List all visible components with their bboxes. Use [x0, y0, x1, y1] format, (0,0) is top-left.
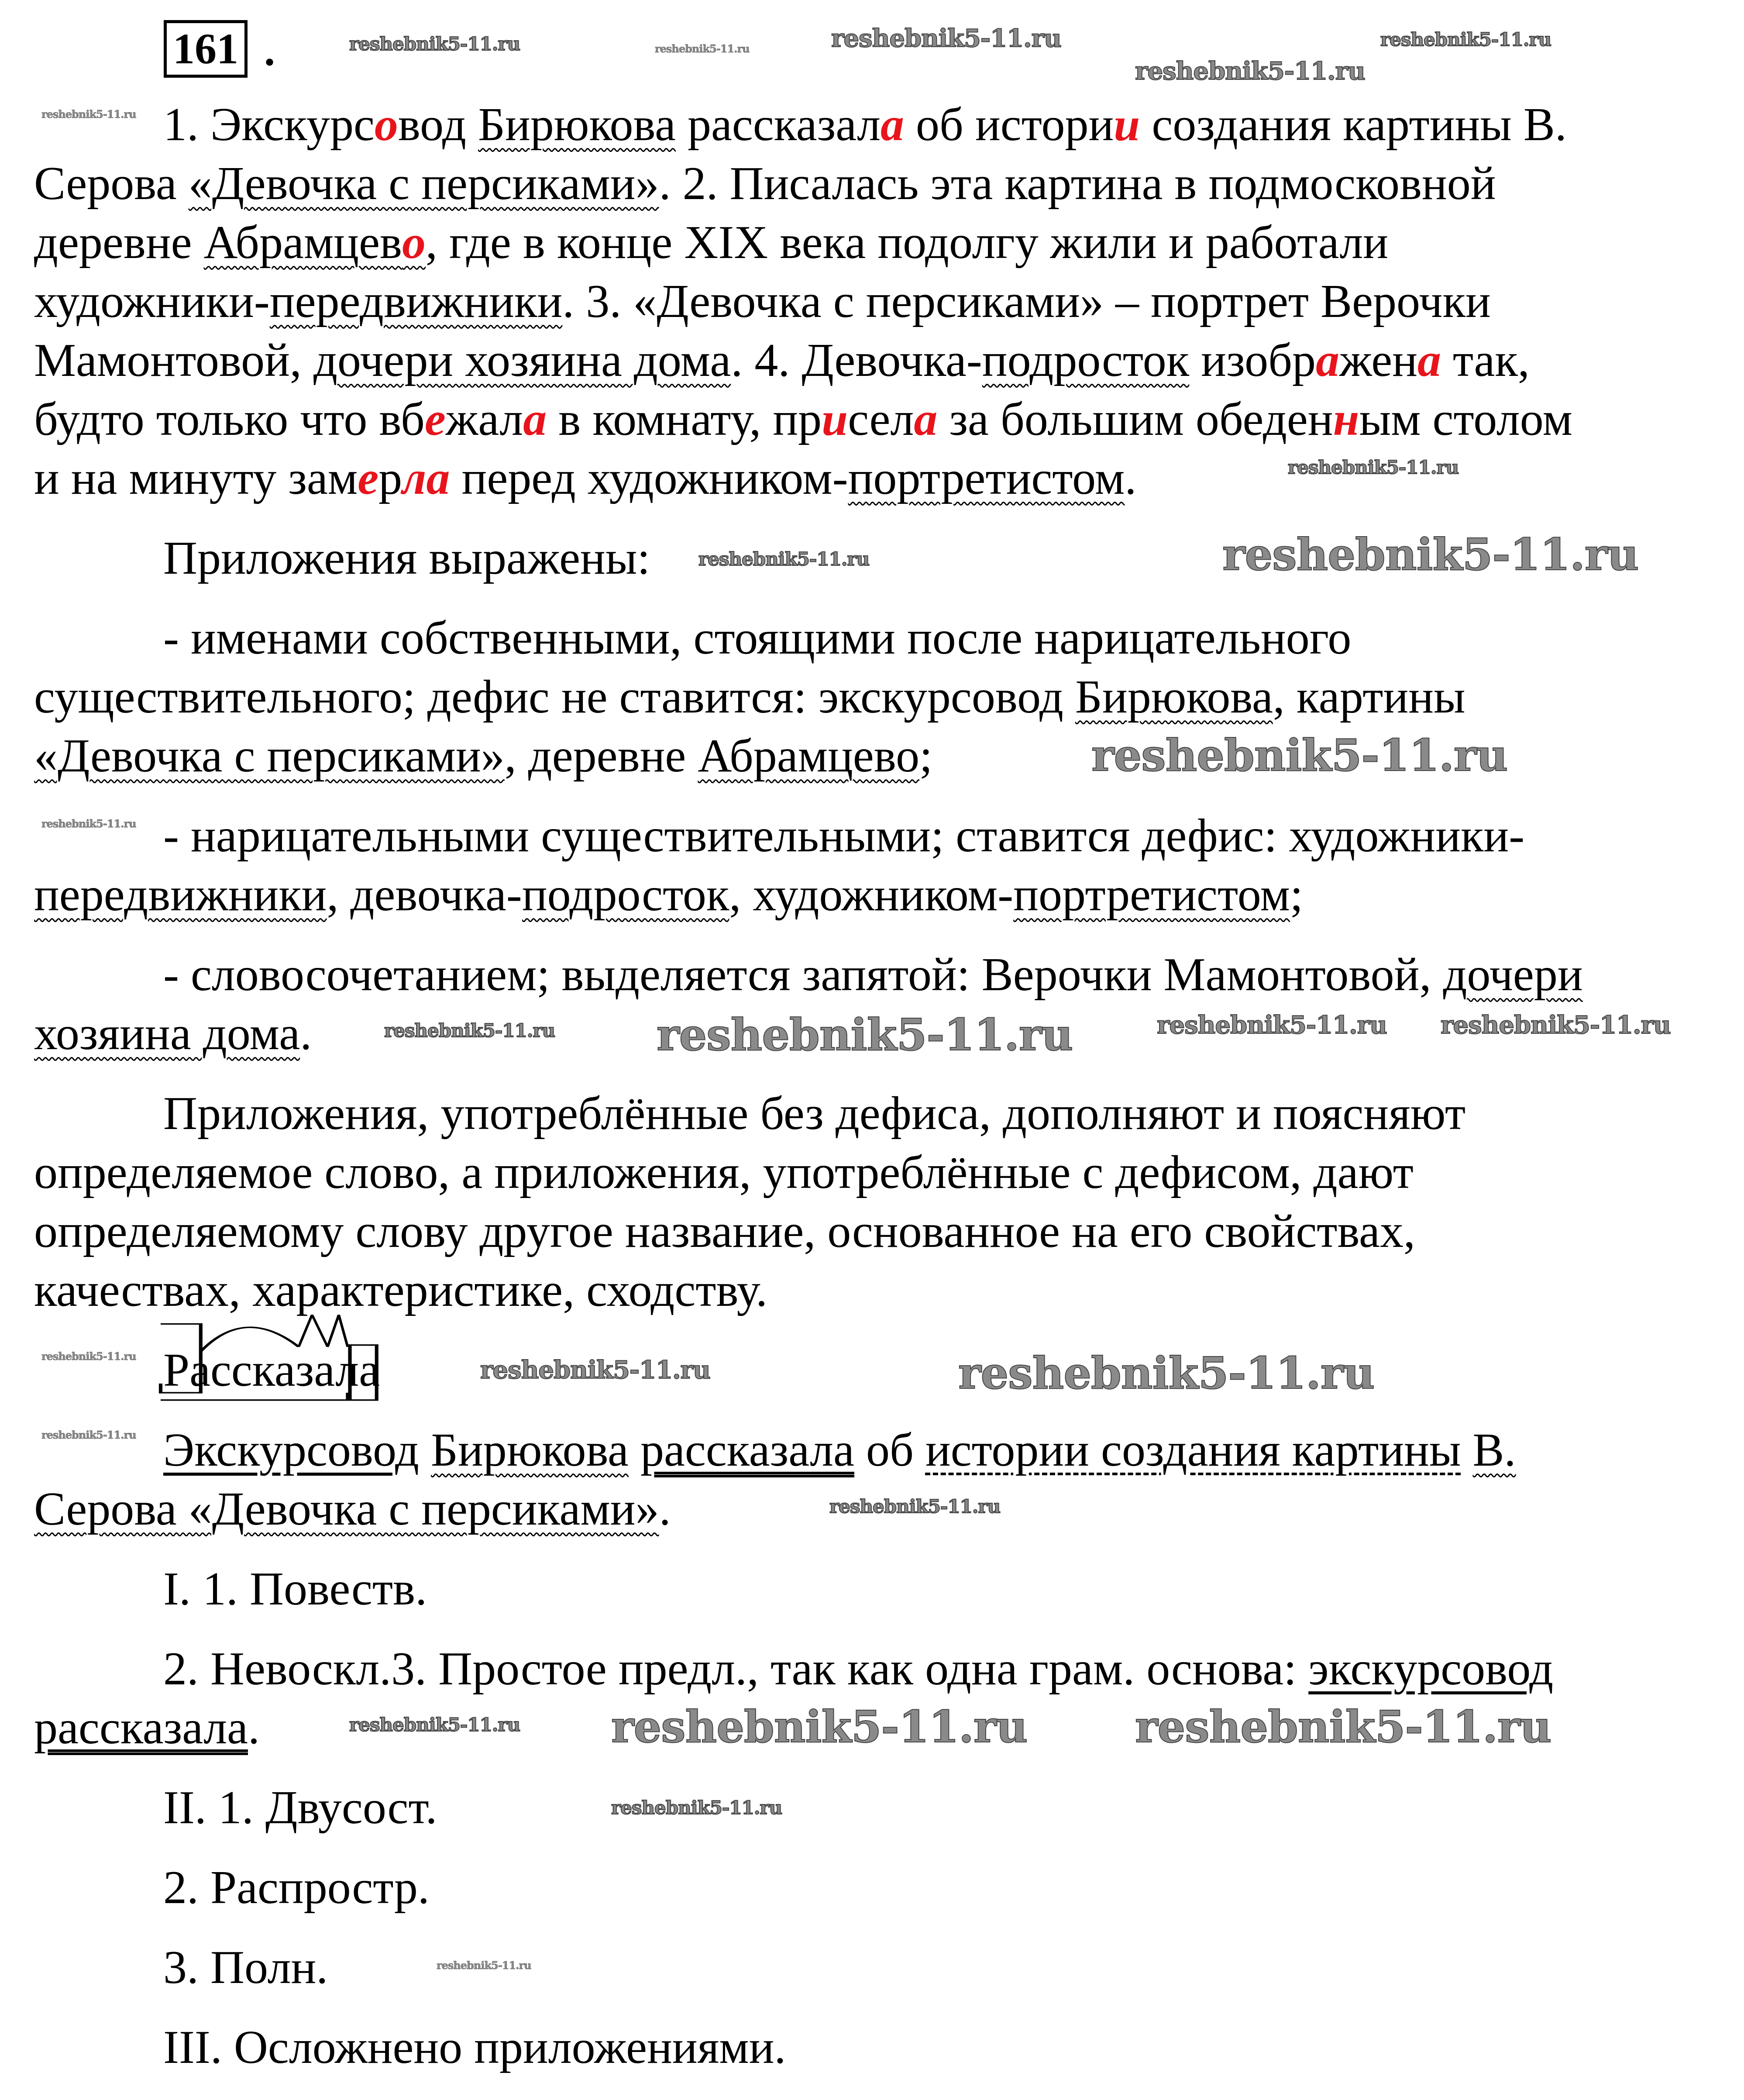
- paragraph: [34, 1778, 1737, 1837]
- text-segment: об: [854, 1424, 925, 1476]
- task-number: 161: [164, 20, 248, 78]
- wavy-underlined-text: передвижники: [34, 869, 327, 921]
- text-line: [34, 1084, 1737, 1143]
- text-segment: р: [378, 452, 402, 504]
- text-segment: определяемое слово, а приложения, употреблённые с дефисом, дают: [34, 1146, 1414, 1198]
- text-segment: существительного; дефис не ставится: экскурсовод: [34, 671, 1075, 723]
- text-segment: качествах, характеристике, сходству.: [34, 1264, 767, 1316]
- paragraph: [34, 95, 1737, 508]
- watermark: reshebnik5-11.ru: [1380, 29, 1551, 50]
- subject-underline-text: Экскурсовод: [163, 1424, 419, 1476]
- subject-underline-text: экскурсовод: [1308, 1643, 1554, 1695]
- text-line: [34, 272, 1737, 331]
- task-number-dot: .: [264, 26, 275, 75]
- text-segment: II. 1. Двусост.: [163, 1782, 437, 1834]
- text-segment: [419, 1424, 431, 1476]
- text-segment: .: [1125, 452, 1137, 504]
- paragraph: [34, 1084, 1737, 1320]
- paragraph: [34, 1858, 1737, 1917]
- watermark: reshebnik5-11.ru: [480, 1356, 710, 1384]
- wavy-underlined-text: подросток: [522, 869, 729, 921]
- text-segment: в комнату, пр: [547, 393, 822, 445]
- document-body: [34, 95, 1737, 2098]
- text-segment: III. Осложнено приложениями.: [163, 2021, 786, 2073]
- text-line: [34, 1560, 1737, 1618]
- text-segment: , где в конце XIX века подолгу жили и работали: [426, 217, 1389, 269]
- text-segment: , картины: [1273, 671, 1465, 723]
- paragraph: [34, 806, 1737, 924]
- text-segment: 2. Невоскл.3. Простое предл., так как одна грам. основа:: [163, 1643, 1309, 1695]
- watermark: reshebnik5-11.ru: [41, 1350, 136, 1363]
- wavy-underlined-text: дочери: [1443, 949, 1583, 1001]
- watermark: reshebnik5-11.ru: [1288, 457, 1459, 478]
- highlighted-letter: а: [914, 393, 938, 445]
- text-segment: сел: [848, 393, 914, 445]
- watermark: reshebnik5-11.ru: [349, 1714, 520, 1735]
- text-segment: и на минуту зам: [34, 452, 358, 504]
- highlighted-letter: а: [881, 99, 905, 151]
- wavy-underlined-text: Бирюкова: [478, 99, 676, 151]
- text-segment: .: [248, 1702, 260, 1754]
- text-line: [34, 668, 1737, 726]
- text-segment: жен: [1339, 334, 1417, 386]
- morpheme-marks-icon: [161, 1310, 383, 1402]
- paragraph: [34, 1560, 1737, 1618]
- text-segment: за большим обеден: [937, 393, 1333, 445]
- watermark: reshebnik5-11.ru: [41, 1429, 136, 1441]
- watermark: reshebnik5-11.ru: [349, 33, 520, 55]
- watermark: reshebnik5-11.ru: [831, 24, 1061, 53]
- text-segment: Приложения, употреблённые без дефиса, дополняют и поясняют: [163, 1088, 1466, 1140]
- watermark: reshebnik5-11.ru: [1157, 1011, 1387, 1040]
- text-line: [34, 331, 1737, 390]
- highlighted-letter: а: [523, 393, 547, 445]
- text-line: [34, 154, 1737, 213]
- highlighted-letter: е: [424, 393, 446, 445]
- text-segment: изобр: [1189, 334, 1316, 386]
- text-segment: I. 1. Повеств.: [163, 1563, 427, 1615]
- text-segment: ;: [1290, 869, 1304, 921]
- watermark: reshebnik5-11.ru: [611, 1797, 782, 1818]
- wavy-underlined-text: хозяина дома: [34, 1008, 300, 1060]
- highlighted-letter: е: [358, 452, 379, 504]
- text-segment: 1. Экскурс: [163, 99, 375, 151]
- highlighted-letter: и: [1114, 99, 1140, 151]
- highlighted-letter: а: [1316, 334, 1340, 386]
- highlighted-letter: и: [822, 393, 848, 445]
- text-line: [34, 865, 1737, 924]
- text-segment: перед художником-: [450, 452, 848, 504]
- text-segment: [629, 1424, 640, 1476]
- watermark: reshebnik5-11.ru: [611, 1701, 1028, 1752]
- text-line: [34, 806, 1737, 865]
- text-line: [34, 945, 1737, 1004]
- text-segment: , деревне: [504, 730, 698, 782]
- text-segment: ;: [919, 730, 933, 782]
- text-segment: .: [300, 1008, 312, 1060]
- text-line: [34, 1421, 1737, 1480]
- text-segment: 2. Распростр.: [163, 1862, 430, 1914]
- text-segment: .: [659, 1483, 671, 1535]
- text-line: [34, 449, 1737, 508]
- text-segment: создания картины В.: [1140, 99, 1567, 151]
- predicate-underline-text: рассказала: [640, 1424, 854, 1476]
- predicate-underline-text: рассказала: [34, 1702, 248, 1754]
- text-segment: , девочка-: [327, 869, 522, 921]
- paragraph: [34, 1421, 1737, 1539]
- text-segment: . 4. Девочка-: [731, 334, 982, 386]
- text-line: [34, 213, 1737, 272]
- wavy-underlined-text: о: [402, 217, 426, 269]
- watermark: reshebnik5-11.ru: [1091, 730, 1508, 781]
- text-line: [34, 2018, 1737, 2077]
- watermark: reshebnik5-11.ru: [958, 1347, 1375, 1399]
- wavy-underlined-text: передвижники: [269, 275, 563, 327]
- text-segment: - словосочетанием; выделяется запятой: Верочки Мамонтовой,: [163, 949, 1443, 1001]
- watermark: reshebnik5-11.ru: [698, 548, 870, 570]
- watermark: reshebnik5-11.ru: [1135, 1701, 1551, 1752]
- text-segment: [1461, 1424, 1473, 1476]
- text-segment: ым столом: [1359, 393, 1572, 445]
- text-segment: рассказал: [675, 99, 881, 151]
- highlighted-letter: о: [374, 99, 398, 151]
- wavy-underlined-text: Абрамцево: [698, 730, 920, 782]
- wavy-underlined-text: портретистом: [848, 452, 1125, 504]
- wavy-underlined-text: Абрамцев: [203, 217, 402, 269]
- paragraph: [34, 1341, 1737, 1400]
- wavy-underlined-text: Бирюкова: [1075, 671, 1273, 723]
- wavy-underlined-text: В.: [1472, 1424, 1516, 1476]
- watermark: reshebnik5-11.ru: [1222, 529, 1639, 580]
- wavy-underlined-text: портретистом: [1013, 869, 1290, 921]
- text-line: [34, 1341, 1737, 1400]
- text-line: [34, 1202, 1737, 1261]
- text-segment: 3. Полн.: [163, 1942, 328, 1993]
- text-line: [34, 95, 1737, 154]
- text-segment: . 2. Писалась эта картина в подмосковной: [659, 158, 1496, 210]
- text-segment: будто только что вб: [34, 393, 425, 445]
- highlighted-letter: ла: [402, 452, 450, 504]
- text-segment: об истори: [904, 99, 1114, 151]
- text-line: [34, 1639, 1737, 1698]
- text-line: [34, 609, 1737, 668]
- watermark: reshebnik5-11.ru: [384, 1020, 555, 1041]
- watermark: reshebnik5-11.ru: [657, 1009, 1073, 1060]
- text-segment: художники-: [34, 275, 270, 327]
- paragraph: [34, 2018, 1737, 2077]
- watermark: reshebnik5-11.ru: [41, 817, 136, 830]
- wavy-underlined-text: дочери хозяина дома: [313, 334, 731, 386]
- paragraph: [34, 1938, 1737, 1997]
- text-line: [34, 1938, 1737, 1997]
- wavy-underlined-text: подросток: [982, 334, 1190, 386]
- text-segment: жал: [445, 393, 523, 445]
- wavy-underlined-text: Бирюкова: [430, 1424, 629, 1476]
- watermark: reshebnik5-11.ru: [829, 1496, 1001, 1517]
- watermark: reshebnik5-11.ru: [1135, 57, 1365, 86]
- text-line: [34, 1778, 1737, 1837]
- watermark: reshebnik5-11.ru: [1441, 1011, 1671, 1040]
- text-line: [34, 390, 1737, 449]
- wavy-underlined-text: «Девочка с персиками»: [188, 158, 659, 210]
- wavy-underlined-text: «Девочка с персиками»: [34, 730, 505, 782]
- text-segment: так,: [1441, 334, 1530, 386]
- text-line: [34, 1858, 1737, 1917]
- text-segment: - именами собственными, стоящими после нарицательного: [163, 612, 1352, 664]
- wavy-underlined-text: Серова «Девочка с персиками»: [34, 1483, 659, 1535]
- text-segment: деревне: [34, 217, 204, 269]
- highlighted-letter: а: [1417, 334, 1441, 386]
- text-segment: Приложения выражены:: [163, 532, 650, 584]
- text-segment: Серова: [34, 158, 189, 210]
- text-segment: . 3. «Девочка с персиками» – портрет Верочки: [562, 275, 1491, 327]
- text-segment: определяемому слову другое название, основанное на его свойствах,: [34, 1205, 1415, 1257]
- highlighted-letter: н: [1333, 393, 1359, 445]
- text-segment: вод: [398, 99, 478, 151]
- object-underline-text: истории создания картины: [925, 1424, 1461, 1476]
- watermark: reshebnik5-11.ru: [655, 42, 750, 55]
- text-segment: Мамонтовой,: [34, 334, 313, 386]
- text-segment: - нарицательными существительными; ставится дефис: художники-: [163, 810, 1525, 862]
- text-line: [34, 1143, 1737, 1202]
- watermark: reshebnik5-11.ru: [41, 108, 136, 120]
- morpheme-parse-word: [163, 1341, 380, 1400]
- watermark: reshebnik5-11.ru: [437, 1959, 531, 1972]
- text-segment: , художником-: [729, 869, 1014, 921]
- morpheme-word-text: Рассказала: [163, 1344, 380, 1396]
